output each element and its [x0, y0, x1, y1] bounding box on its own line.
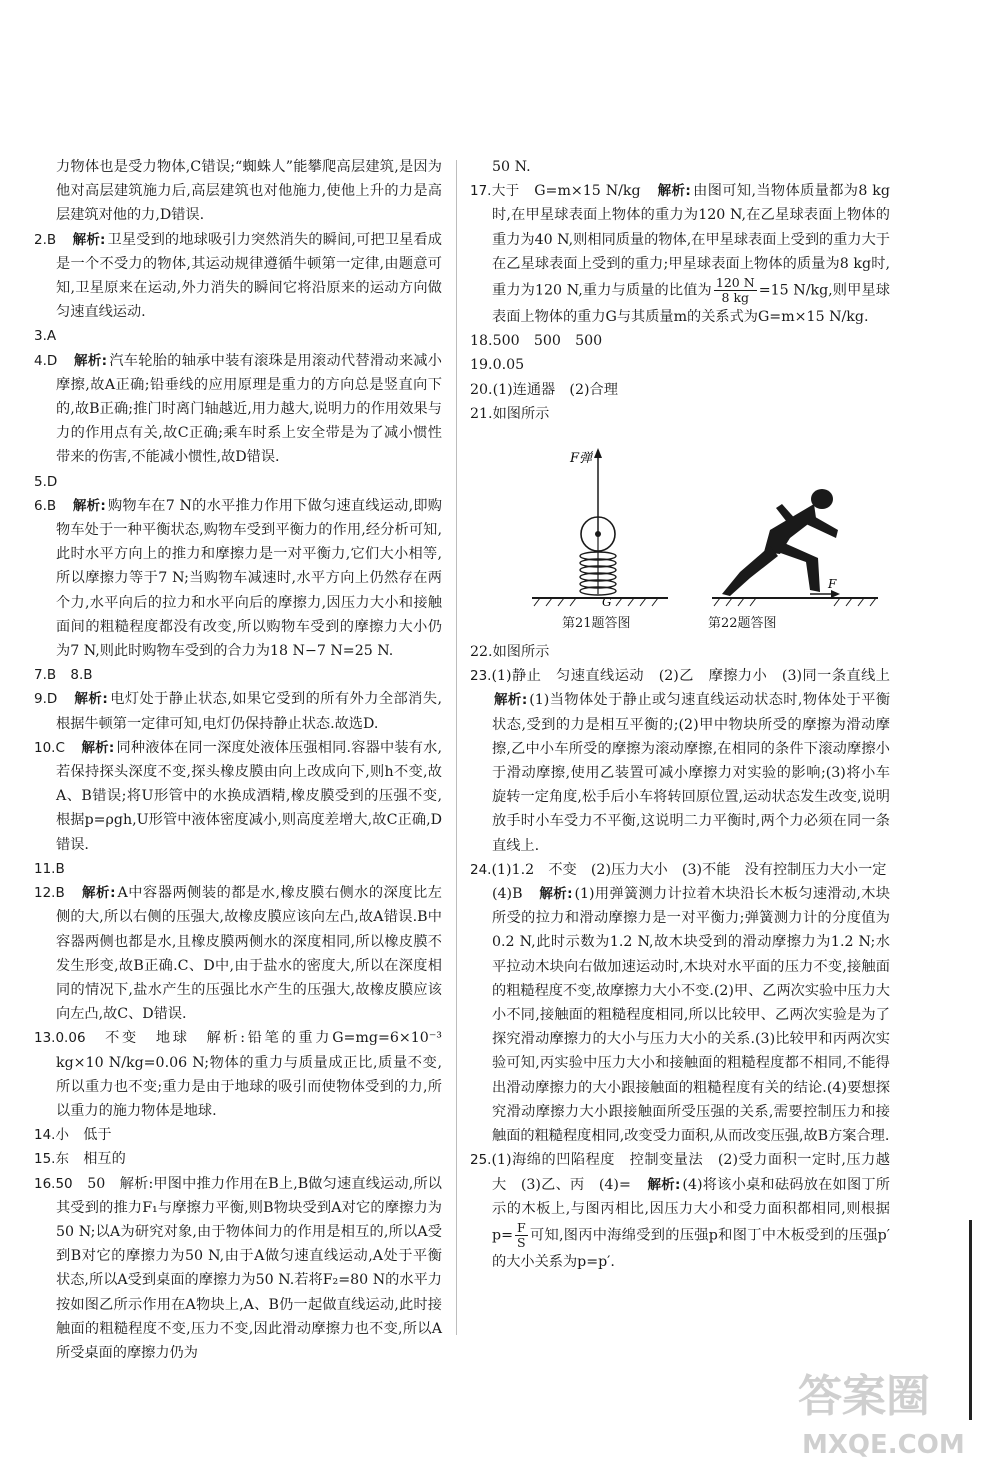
answer-item-4: 4.D 解析: 汽车轮胎的轴承中装有滚珠是用滚动代替滑动来减小摩擦,故A正确;铅垂线的应用原理是重力的方向总是竖直向下的,故B正确;推门时离门轴越近,用力越大,说明力的作用效果与力的作用点有关,故C正确;乘车时系上安全带是为了减小惯性带来的伤害,不能减小惯性,故D错误. [34, 352, 442, 466]
answer-item-12: 12.B 解析: A中容器两侧装的都是水,橡皮膜右侧水的深度比左侧的大,所以右侧的压强大,故橡皮膜应该向左凸,故A错误.B中容器两侧也都是水,且橡皮膜两侧水的深度相同,所以橡皮膜不发生形变,故B正确.C、D中,由于盐水的密度大,所以在深度相同的情况下,盐水产生的压强比水产生的压强大,故橡皮膜应该向左凸,故C、D错误. [34, 885, 442, 1023]
answer-item-13: 13.0.06 不变 地球 解析:铅笔的重力G=mg=6×10⁻³ kg×10 N/kg=0.06 N;物体的重力与质量成正比,质量不变,所以重力也不变;重力是由于地球的吸引而使物体受到的力,所以重力的施力物体是地球. [34, 1030, 442, 1119]
watermark-logo [790, 1353, 980, 1463]
answer-item-6: 6.B 解析: 购物车在7 N的水平推力作用下做匀速直线运动,即购物车处于一种平衡状态,购物车受到平衡力的作用,经分析可知,此时水平方向上的推力和摩擦力是一对平衡力,它们大小相等,所以摩擦力等于7 N;当购物车减速时,水平方向上仍然存在两个力,水平向后的拉力和水平向后的摩擦力,因压力大小和接触面间的粗糙程度都没有改变,所以购物车受到的摩擦力大小仍为7 N,则此时购物车受到的合力为18 N−7 N=25 N. [34, 497, 442, 660]
answer-item-15: 15.东 相互的 [34, 1151, 126, 1168]
figure-22-sprinter [710, 434, 880, 614]
watermark-title: 答案圈 [798, 1371, 930, 1422]
right-column [470, 155, 890, 1274]
answer-item-18: 18.500 500 500 [470, 333, 603, 350]
answer-item-14: 14.小 低于 [34, 1127, 112, 1144]
answer-item-10: 10.C 解析: 同种液体在同一深度处液体压强相同.容器中装有水,若保持探头深度不变,探头橡皮膜由向上改成向下,则h不变,故A、B错误;将U形管中的水换成酒精,橡皮膜受到的压强不变,根据p=ρgh,U形管中液体密度减小,则高度差增大,故C正确,D错误. [34, 739, 442, 853]
answer-item-19: 19.0.05 [470, 357, 525, 374]
answer-item-2: 2.B 解析: 卫星受到的地球吸引力突然消失的瞬间,可把卫星看成是一个不受力的物体,其运动规律遵循牛顿第一定律,由题意可知,卫星原来在运动,外力消失的瞬间它将沿原来的运动方向做匀速直线运动. [34, 231, 442, 321]
fraction-f-over-s: $\frac{F}{S}$ [516, 1219, 526, 1250]
answer-item-17: 17.大于 G=m×15 N/kg 解析: 由图可知,当物体质量都为8 kg时,在甲星球表面上物体的重力为120 N,在乙星球表面上物体的重力为40 N,则相同质量的物体,在甲星球表面上受到的重力大于在乙星球表面上受到的重力;甲星球表面上物体的质量为8 kg时,重力为120 N,重力与质量的比值为 $\frac{120 N}{8 kg}$ =15 N/kg,则甲星球表面上物体的重力G与其质量m的关系式为G=m×15 N/kg. [470, 183, 890, 326]
answer-item-22: 22.如图所示 [470, 644, 550, 661]
caption-figure-21: 第21题答图 [562, 616, 631, 632]
answer-item-3: 3.A [34, 328, 57, 345]
left-column [34, 155, 442, 1365]
answer-item-24: 24.(1)1.2 不变 (2)压力大小 (3)不能 没有控制压力大小一定 [470, 861, 887, 878]
label-friction: F [828, 577, 837, 592]
answer-item-24-part4: (4)B 解析: (1)用弹簧测力计拉着木块沿长木板匀速滑动,木块所受的拉力和滑动摩擦力是一对平衡力;弹簧测力计的分度值为0.2 N,此时示数为1.2 N,故木块受到的滑动摩擦力为1.2 N;水平拉动木块向右做加速运动时,木块对水平面的压力不变,接触面的粗糙程度不变,故摩擦力大小不变.(2)甲、乙两次实验中压力大小不同,接触面的粗糙程度相同,所以比较甲、乙两次实验是为了探究滑动摩擦力的大小与压力大小的关系.(3)比较甲和丙两次实验可知,丙实验中压力大小和接触面的粗糙程度都不相同,不能得出滑动摩擦力的大小跟接触面的粗糙程度有关的结论.(4)要想探究滑动摩擦力大小跟接触面所受压强的关系,需要控制压力和接触面的粗糙程度相同,改变受力面积,从而改变压强,故B方案合理. [492, 886, 890, 1145]
column-divider [456, 160, 457, 1335]
fraction-120n-8kg: $\frac{120 N}{8 kg}$ [715, 275, 755, 306]
answer-item-21: 21.如图所示 [470, 405, 550, 422]
watermark-url: MXQE.COM [802, 1430, 965, 1460]
item-16-continued: 50 N. [492, 159, 531, 175]
answer-item-5: 5.D [34, 473, 58, 490]
figure-21-ball-spring [530, 434, 670, 614]
answer-item-11: 11.B [34, 860, 65, 877]
answer-item-7-8: 7.B 8.B [34, 667, 93, 684]
answer-figures [470, 434, 890, 634]
answer-item-23: 23.(1)静止 匀速直线运动 (2)乙 摩擦力小 (3)同一条直线上 解析: (1)当物体处于静止或匀速直线运动状态时,物体处于平衡状态,受到的力是相互平衡的;(2)甲中物块所受的摩擦为滑动摩擦,乙中小车所受的摩擦为滚动摩擦,在相同的条件下滚动摩擦小于滑动摩擦,使用乙装置可减小摩擦力对实验的影响;(3)将小车旋转一定角度,松手后小车将转回原位置,运动状态发生改变,说明放手时小车受力不平衡,这说明二力平衡时,两个力必须在同一条直线上. [470, 668, 891, 854]
answer-item-20: 20.(1)连通器 (2)合理 [470, 381, 618, 398]
answer-item-16: 16.50 50 解析:甲图中推力作用在B上,B做匀速直线运动,所以其受到的推力F₁与摩擦力平衡,则B物块受到A对它的摩擦力为50 N;以A为研究对象,由于物体间力的作用是相互的,所以A受到B对它的摩擦力为50 N,由于A做匀速直线运动,A处于平衡状态,所以A受到桌面的摩擦力为50 N.若将F₂=80 N的水平力按如图乙所示作用在A物块上,A、B仍一起做直线运动,此时接触面的粗糙程度不变,压力不变,因此滑动摩擦力也不变,所以A所受桌面的摩擦力仍为 [34, 1175, 442, 1361]
answer-item-9: 9.D 解析: 电灯处于静止状态,如果它受到的所有外力全部消失,根据牛顿第一定律可知,电灯仍保持静止状态.故选D. [34, 691, 442, 732]
item-1-continued: 力物体也是受力物体,C错误;“蜘蛛人”能攀爬高层建筑,是因为他对高层建筑施力后,高层建筑也对他施力,使他上升的力是高层建筑对他的力,D错误. [56, 159, 442, 224]
label-f-elastic: F弹 [570, 451, 593, 467]
label-g: G [602, 595, 612, 610]
answer-item-25: 25.(1)海绵的凹陷程度 控制变量法 (2)受力面积一定时,压力越大 (3)乙、丙 (4)= 解析: (4)将该小桌和砝码放在如图丁所示的木板上,与图丙相比,因压力大小和受力面积都相同,则根据p= $\frac{F}{S}$ 可知,图丙中海绵受到的压强p和图丁中木板受到的压强p′的大小关系为p=p′. [470, 1152, 890, 1270]
caption-figure-22: 第22题答图 [708, 616, 777, 632]
